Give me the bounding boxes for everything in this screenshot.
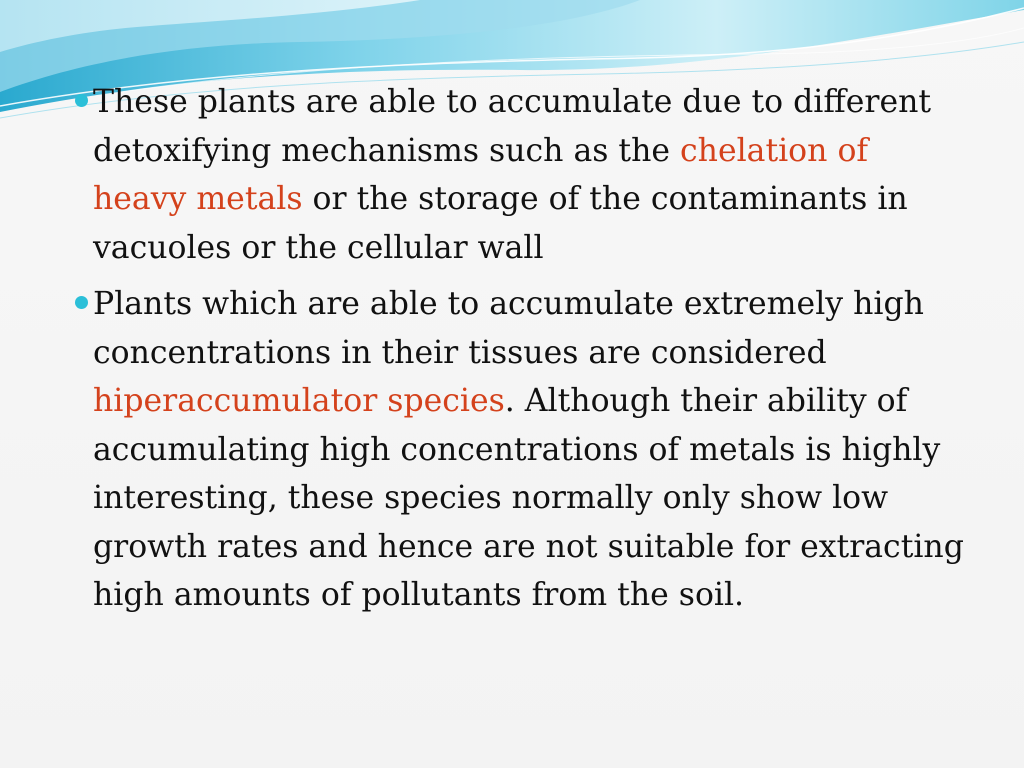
- bullet-1-highlight: chelation of heavy metals: [93, 132, 869, 217]
- bullet-dot-icon: [75, 296, 88, 309]
- bullet-item-2: [70, 280, 970, 620]
- bullet-item-1: [70, 78, 970, 272]
- bullet-1-text: These plants are able to accumulate due to different detoxifying mechanisms such as the: [93, 84, 932, 169]
- bullet-1-text-end: or the storage of the contaminants in vacuoles or the cellular wall: [93, 181, 908, 266]
- bullet-2-text-end: . Although their ability of accumulating high concentrations of metals is highly interesting, these species normally only show low growth rates and hence are not suitable for extracting high amounts of pollutants from the soil.: [93, 383, 964, 613]
- bullet-2-highlight: hiperaccumulator species: [93, 383, 505, 419]
- bullet-dot-icon: [75, 94, 88, 107]
- bullet-list: [70, 78, 970, 628]
- bullet-2-text: Plants which are able to accumulate extremely high concentrations in their tissues are considered: [93, 286, 924, 371]
